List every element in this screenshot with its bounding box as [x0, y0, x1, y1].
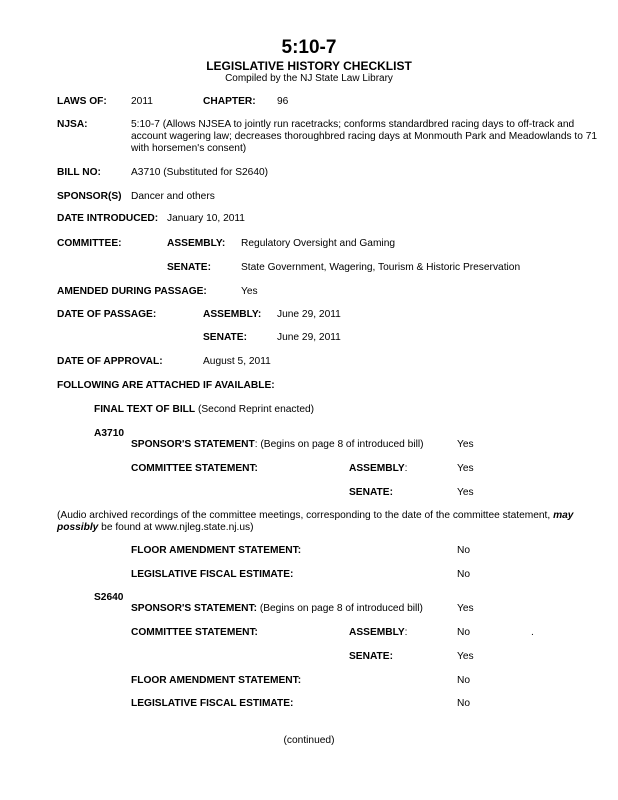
- compiled-by: Compiled by the NJ State Law Library: [225, 73, 393, 84]
- a3710-senate-label: SENATE:: [349, 487, 393, 498]
- a3710-floor-value: No: [457, 545, 471, 556]
- page-subtitle: LEGISLATIVE HISTORY CHECKLIST: [206, 59, 412, 73]
- audio-note-emphasis: may possibly: [57, 510, 574, 533]
- s2640-assembly-label: ASSEMBLY: [349, 627, 405, 638]
- chapter-label: CHAPTER:: [203, 96, 256, 107]
- date-of-approval-value: August 5, 2011: [203, 356, 271, 367]
- page-title: 5:10-7: [281, 37, 337, 58]
- s2640-floor-label: FLOOR AMENDMENT STATEMENT:: [131, 675, 302, 686]
- s2640-committee-label: COMMITTEE STATEMENT:: [131, 627, 258, 638]
- s2640-assembly-colon: :: [404, 627, 408, 638]
- bill-no-value: A3710 (Substituted for S2640): [131, 167, 269, 178]
- audio-note-part1: (Audio archived recordings of the committee meetings, corresponding to the date of the committee statement,: [57, 510, 554, 521]
- s2640-fiscal-label: LEGISLATIVE FISCAL ESTIMATE:: [131, 698, 294, 709]
- passage-assembly-label: ASSEMBLY:: [203, 309, 262, 320]
- date-of-passage-label: DATE OF PASSAGE:: [57, 309, 157, 320]
- continued-footer: (continued): [283, 735, 335, 746]
- s2640-assembly-value: No: [457, 627, 471, 638]
- a3710-sponsor-row: [131, 439, 424, 451]
- committee-senate-value: State Government, Wagering, Tourism & Historic Preservation: [241, 262, 521, 273]
- sponsors-value: Dancer and others: [131, 191, 215, 202]
- a3710-sponsor-value: Yes: [457, 439, 474, 450]
- s2640-sponsor-label: SPONSOR'S STATEMENT:: [131, 603, 257, 614]
- s2640-sponsor-note: (Begins on page 8 of introduced bill): [257, 603, 423, 614]
- a3710-committee-label: COMMITTEE STATEMENT:: [131, 463, 258, 474]
- audio-note-part2: be found at www.njleg.state.nj.us): [98, 522, 254, 533]
- a3710-fiscal-label: LEGISLATIVE FISCAL ESTIMATE:: [131, 569, 294, 580]
- sponsors-label: SPONSOR(S): [57, 191, 122, 202]
- a3710-assembly-label: ASSEMBLY: [349, 463, 405, 474]
- final-text-note: (Second Reprint enacted): [197, 404, 315, 415]
- following-label: FOLLOWING ARE ATTACHED IF AVAILABLE:: [57, 380, 275, 391]
- bill-no-label: BILL NO:: [57, 167, 101, 178]
- amended-label: AMENDED DURING PASSAGE:: [57, 286, 207, 297]
- s2640-heading: S2640: [94, 592, 124, 603]
- date-introduced-value: January 10, 2011: [167, 213, 245, 224]
- s2640-sponsor-row: [131, 603, 423, 615]
- s2640-senate-label: SENATE:: [349, 651, 393, 662]
- committee-label: COMMITTEE:: [57, 238, 122, 249]
- audio-note: [57, 510, 597, 534]
- a3710-sponsor-label: SPONSOR'S STATEMENT: [131, 439, 255, 450]
- a3710-assembly-row: [349, 463, 408, 475]
- njsa-label: NJSA:: [57, 119, 88, 130]
- final-text-label: FINAL TEXT OF BILL: [94, 404, 196, 415]
- date-of-approval-label: DATE OF APPROVAL:: [57, 356, 163, 367]
- date-introduced-label: DATE INTRODUCED:: [57, 213, 159, 224]
- passage-senate-value: June 29, 2011: [277, 332, 341, 343]
- s2640-fiscal-value: No: [457, 698, 471, 709]
- final-text-row: [94, 404, 314, 416]
- njsa-value: 5:10-7 (Allows NJSEA to jointly run racetracks; conforms standardbred racing days to off-track and account wagering law; decreases thoroughbred racing days at Monmouth Park and Meadowlands to 71 with horsemen's consent): [131, 119, 598, 154]
- s2640-assembly-row: [349, 627, 408, 639]
- a3710-assembly-colon: :: [404, 463, 408, 474]
- a3710-fiscal-value: No: [457, 569, 471, 580]
- laws-of-label: LAWS OF:: [57, 96, 107, 107]
- laws-of-value: 2011: [131, 96, 153, 107]
- s2640-stray-dot: .: [531, 627, 534, 638]
- passage-assembly-value: June 29, 2011: [277, 309, 341, 320]
- a3710-floor-label: FLOOR AMENDMENT STATEMENT:: [131, 545, 302, 556]
- committee-senate-label: SENATE:: [167, 262, 211, 273]
- chapter-value: 96: [277, 96, 289, 107]
- amended-value: Yes: [241, 286, 258, 297]
- s2640-senate-value: Yes: [457, 651, 474, 662]
- a3710-assembly-value: Yes: [457, 463, 474, 474]
- s2640-floor-value: No: [457, 675, 471, 686]
- a3710-heading: A3710: [94, 428, 125, 439]
- committee-assembly-value: Regulatory Oversight and Gaming: [241, 238, 396, 249]
- s2640-sponsor-value: Yes: [457, 603, 474, 614]
- a3710-sponsor-note: : (Begins on page 8 of introduced bill): [254, 439, 424, 450]
- passage-senate-label: SENATE:: [203, 332, 247, 343]
- a3710-senate-value: Yes: [457, 487, 474, 498]
- committee-assembly-label: ASSEMBLY:: [167, 238, 226, 249]
